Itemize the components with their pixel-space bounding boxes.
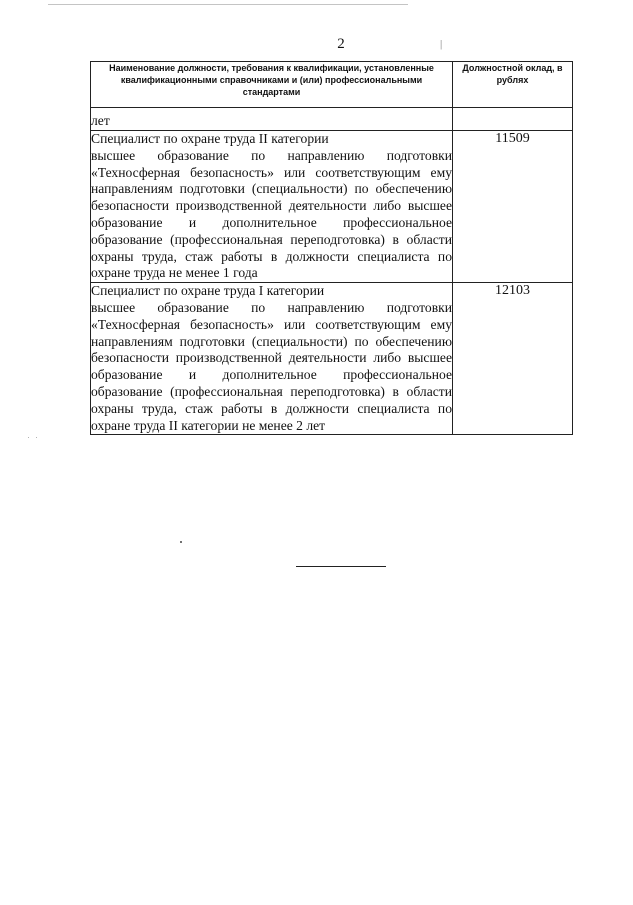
scan-speck	[180, 541, 182, 543]
salary-cell	[453, 108, 573, 131]
position-title: Специалист по охране труда II категории	[91, 131, 329, 146]
table-header-row	[91, 62, 573, 108]
salary-cell: 11509	[453, 131, 573, 283]
position-cell	[91, 131, 453, 283]
position-requirements: высшее образование по направлению подготовки «Техносферная безопасность» или соответствующим ему направлениям подготовки (специальности) по обеспечению безопасности производственной деятельности либо высшее образование и дополнительное профессиональное образование (профессиональная переподготовка) в области охраны труда, стаж работы в должности специалиста по охране труда II категории не менее 2 лет	[91, 299, 452, 433]
header-position-requirements: Наименование должности, требования к квалификации, установленные квалификационными справочниками и (или) профессиональными стандартами	[91, 62, 453, 108]
table-row	[91, 108, 573, 131]
position-title: Специалист по охране труда I категории	[91, 283, 325, 299]
position-requirements: высшее образование по направлению подготовки «Техносферная безопасность» или соответствующим ему направлениям подготовки (специальности) по обеспечению безопасности производственной деятельности либо высшее образование и дополнительное профессиональное образование (профессиональная переподготовка) в области охраны труда, стаж работы в должности специалиста по охране труда не менее 1 года	[91, 147, 452, 281]
position-requirements: лет	[91, 113, 110, 128]
position-cell	[91, 108, 453, 131]
scan-speck	[36, 437, 37, 438]
scan-stray-mark: |	[440, 38, 443, 50]
table-row	[91, 131, 573, 283]
end-of-document-rule	[296, 566, 386, 567]
position-cell	[91, 283, 453, 435]
header-salary: Должностной оклад, в рублях	[453, 62, 573, 108]
scan-top-edge-line	[48, 4, 408, 5]
scan-speck	[28, 437, 29, 438]
salary-cell: 12103	[453, 283, 573, 435]
page-number: 2	[337, 36, 345, 52]
table-row	[91, 283, 573, 435]
salary-table	[90, 61, 573, 435]
